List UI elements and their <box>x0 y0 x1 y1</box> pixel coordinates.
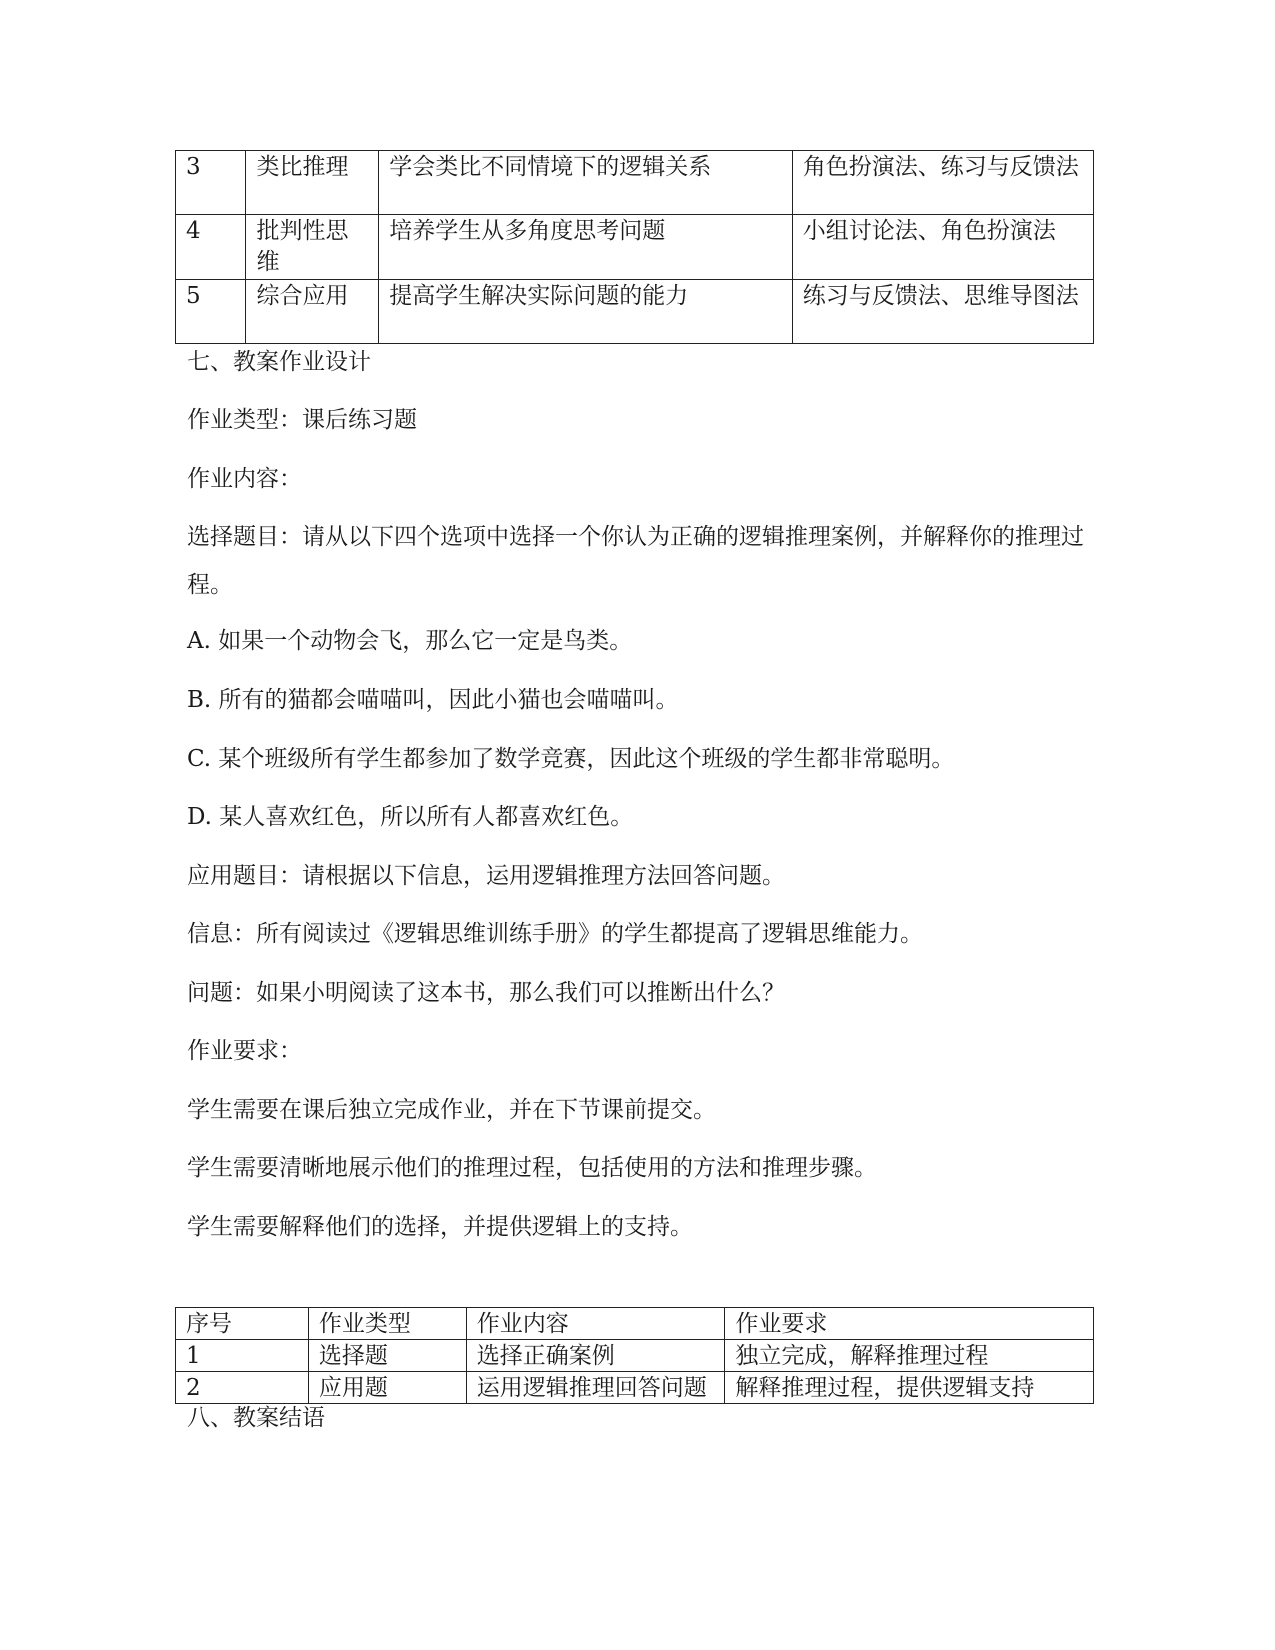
table-cell: 学会类比不同情境下的逻辑关系 <box>379 151 793 215</box>
table-cell: 练习与反馈法、思维导图法 <box>792 280 1093 344</box>
option-a: A. 如果一个动物会飞，那么它一定是鸟类。 <box>187 628 633 654</box>
column-header: 作业要求 <box>725 1308 1094 1340</box>
option-d: D. 某人喜欢红色，所以所有人都喜欢红色。 <box>187 804 634 830</box>
question-text: 问题：如果小明阅读了这本书，那么我们可以推断出什么？ <box>187 980 785 1006</box>
requirements-label: 作业要求： <box>187 1038 302 1064</box>
table-header-row <box>176 1308 1094 1340</box>
table-cell: 小组讨论法、角色扮演法 <box>792 215 1093 280</box>
table-cell: 运用逻辑推理回答问题 <box>466 1372 725 1404</box>
table-cell: 5 <box>176 280 246 344</box>
teaching-methods-table <box>175 150 1094 344</box>
homework-type: 作业类型：课后练习题 <box>187 407 417 433</box>
table-cell: 综合应用 <box>246 280 379 344</box>
requirement-item: 学生需要在课后独立完成作业，并在下节课前提交。 <box>187 1097 716 1123</box>
option-b: B. 所有的猫都会喵喵叫，因此小猫也会喵喵叫。 <box>187 687 679 713</box>
requirement-item: 学生需要清晰地展示他们的推理过程，包括使用的方法和推理步骤。 <box>187 1155 877 1181</box>
table-cell: 提高学生解决实际问题的能力 <box>379 280 793 344</box>
option-c: C. 某个班级所有学生都参加了数学竞赛，因此这个班级的学生都非常聪明。 <box>187 746 955 772</box>
table-cell: 1 <box>176 1340 309 1372</box>
choice-question-prompt: 选择题目：请从以下四个选项中选择一个你认为正确的逻辑推理案例，并解释你的推理过程。 <box>187 524 1084 598</box>
column-header: 作业类型 <box>308 1308 466 1340</box>
table-cell: 解释推理过程，提供逻辑支持 <box>725 1372 1094 1404</box>
table-row <box>176 215 1094 280</box>
column-header: 作业内容 <box>466 1308 725 1340</box>
table-cell: 角色扮演法、练习与反馈法 <box>792 151 1093 215</box>
table-row <box>176 1340 1094 1372</box>
table-cell: 3 <box>176 151 246 215</box>
table-row <box>176 280 1094 344</box>
table-cell: 2 <box>176 1372 309 1404</box>
info-text: 信息：所有阅读过《逻辑思维训练手册》的学生都提高了逻辑思维能力。 <box>187 921 923 947</box>
table-cell: 批判性思维 <box>246 215 379 280</box>
table-cell: 培养学生从多角度思考问题 <box>379 215 793 280</box>
table-cell: 类比推理 <box>246 151 379 215</box>
requirement-item: 学生需要解释他们的选择，并提供逻辑上的支持。 <box>187 1214 693 1240</box>
table-cell: 4 <box>176 215 246 280</box>
table-cell: 应用题 <box>308 1372 466 1404</box>
column-header: 序号 <box>176 1308 309 1340</box>
application-question-prompt: 应用题目：请根据以下信息，运用逻辑推理方法回答问题。 <box>187 863 785 889</box>
table-row <box>176 151 1094 215</box>
homework-table <box>175 1307 1094 1404</box>
table-cell: 选择正确案例 <box>466 1340 725 1372</box>
section-heading: 八、教案结语 <box>187 1405 325 1431</box>
homework-content-label: 作业内容： <box>187 466 302 492</box>
section-heading: 七、教案作业设计 <box>187 349 371 375</box>
table-cell: 独立完成，解释推理过程 <box>725 1340 1094 1372</box>
table-row <box>176 1372 1094 1404</box>
table-cell: 选择题 <box>308 1340 466 1372</box>
